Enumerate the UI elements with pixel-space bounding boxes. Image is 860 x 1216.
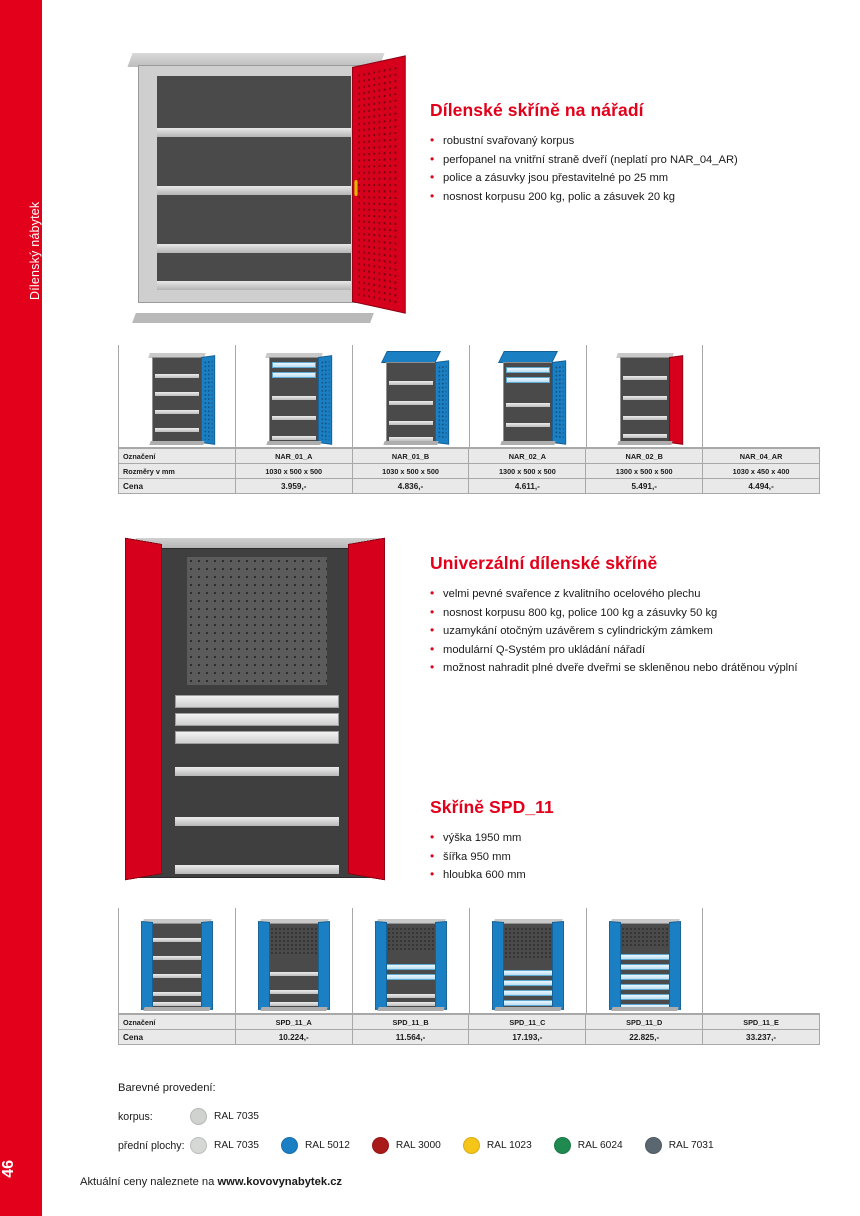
thumb-drawer (500, 1000, 556, 1006)
table-row (119, 464, 820, 479)
table-row (119, 479, 820, 494)
cabinet-shelf (157, 244, 351, 253)
cabinet-door (352, 55, 406, 313)
page-number: 46 (0, 1160, 17, 1178)
thumb-body (386, 362, 436, 443)
thumb-drawer (500, 970, 556, 976)
list-item: • perfopanel na vnitřní straně dveří (neplatí pro NAR_04_AR) (430, 151, 830, 170)
color-swatch-icon (463, 1137, 480, 1154)
cabinet-shelf (175, 865, 339, 874)
thumb-base (494, 1007, 561, 1011)
swatch-label: RAL 1023 (486, 1140, 532, 1151)
cell-dims: 1030 x 500 x 500 (352, 464, 469, 479)
cabinet-thumb-illustration (263, 353, 325, 445)
thumb-door-right (318, 921, 330, 1010)
thumb-shelf (272, 436, 316, 440)
color-swatch-icon (645, 1137, 662, 1154)
section-title: Dílenské skříně na nářadí (430, 100, 644, 120)
thumb-drawer (617, 984, 673, 990)
spec-table-nar (118, 448, 820, 494)
color-options-heading: Barevné provedení: (118, 1082, 216, 1094)
thumb-shelf (155, 392, 199, 396)
thumb-shelf (623, 396, 667, 400)
row-label: Cena (119, 479, 236, 494)
color-swatch-icon (281, 1137, 298, 1154)
cell-price: 4.611,- (469, 479, 586, 494)
variant-thumbnail (235, 908, 352, 1013)
swatch-item[interactable] (190, 1108, 259, 1125)
color-swatch-icon (190, 1108, 207, 1125)
thumb-drawer (617, 964, 673, 970)
thumb-body (263, 923, 325, 1009)
cabinet-illustration (128, 53, 386, 323)
swatch-item[interactable] (281, 1137, 350, 1154)
left-category-bar (0, 0, 42, 1216)
cabinet-shelf (157, 186, 351, 195)
cell-price: 4.836,- (352, 479, 469, 494)
perforated-panel (187, 557, 327, 685)
thumb-door-right (552, 921, 564, 1010)
thumb-shelf (155, 428, 199, 432)
swatch-item[interactable] (463, 1137, 532, 1154)
table-row (119, 1015, 820, 1030)
perforated-panel (266, 927, 322, 956)
cabinet-base (132, 313, 374, 323)
thumb-body (614, 923, 676, 1009)
thumb-door (669, 355, 683, 445)
color-row-korpus (118, 1108, 818, 1125)
thumb-body (152, 357, 202, 443)
thumb-drawer (500, 990, 556, 996)
variant-strip-spd (118, 908, 820, 1045)
color-options (118, 1082, 818, 1166)
swatch-label: RAL 3000 (395, 1140, 441, 1151)
thumb-door-left (609, 921, 621, 1010)
cabinet-shelf (157, 281, 351, 290)
cabinet-thumb-illustration (374, 919, 448, 1011)
thumb-shelf (272, 396, 316, 400)
swatch-label: RAL 7035 (214, 1111, 259, 1122)
thumb-door-left (258, 921, 270, 1010)
category-label: Dílenský nábytek (28, 201, 42, 300)
thumb-drawer (617, 974, 673, 980)
thumb-shelf (383, 994, 439, 998)
cabinet-drawer (175, 713, 339, 726)
thumb-door (435, 360, 449, 445)
thumb-shelf (623, 376, 667, 380)
variant-strip-nar (118, 345, 820, 494)
thumb-drawer (617, 954, 673, 960)
thumb-shelf (623, 416, 667, 420)
variant-thumbnail (586, 908, 703, 1013)
thumb-shelf (506, 403, 550, 407)
thumb-shelf (149, 938, 205, 942)
thumb-door-right (435, 921, 447, 1010)
cell-dims: 1300 x 500 x 500 (586, 464, 703, 479)
color-swatch-icon (190, 1137, 207, 1154)
door-handle (354, 180, 357, 196)
thumb-shelf (149, 974, 205, 978)
perforated-panel (438, 365, 447, 441)
variant-thumbnail (235, 345, 352, 447)
variant-thumbnail (469, 345, 586, 447)
thumb-body (503, 362, 553, 443)
thumb-door (318, 355, 332, 445)
list-item: • hloubka 600 mm (430, 866, 830, 885)
table-row (119, 1030, 820, 1045)
thumb-drawer (506, 367, 550, 373)
thumb-base (611, 1007, 678, 1011)
list-item: • výška 1950 mm (430, 829, 830, 848)
thumb-door (552, 360, 566, 445)
cell-price: 17.193,- (469, 1030, 586, 1045)
list-item: • nosnost korpusu 200 kg, polic a zásuvek 20 kg (430, 188, 830, 207)
list-item: • robustní svařovaný korpus (430, 132, 830, 151)
cabinet-drawer (175, 731, 339, 744)
perforated-panel (383, 927, 439, 952)
swatch-group (190, 1137, 736, 1154)
cabinet-interior (157, 76, 351, 290)
list-item: • šířka 950 mm (430, 848, 830, 867)
cabinet-shelf (175, 817, 339, 826)
cabinet-thumb-illustration (257, 919, 331, 1011)
thumb-shelf (155, 410, 199, 414)
perforated-panel (555, 365, 564, 441)
perforated-panel (204, 360, 213, 441)
thumb-door-left (492, 921, 504, 1010)
cabinet-body (134, 548, 370, 878)
thumb-body (497, 923, 559, 1009)
thumb-shelf (272, 416, 316, 420)
cell-code: SPD_11_E (703, 1015, 820, 1030)
variant-thumbnail (118, 345, 235, 447)
thumb-base (500, 441, 555, 445)
perforated-panel (357, 64, 400, 305)
cell-code: SPD_11_C (469, 1015, 586, 1030)
cabinet-thumb-illustration (146, 353, 208, 445)
cell-code: NAR_02_B (586, 449, 703, 464)
cabinet-thumb-illustration (380, 353, 442, 445)
list-item: • nosnost korpusu 800 kg, police 100 kg a zásuvky 50 kg (430, 604, 830, 623)
variant-thumbnail (469, 908, 586, 1013)
cabinet-thumb-illustration (608, 919, 682, 1011)
product-photo-tool-cabinet (110, 45, 400, 330)
thumb-shelf (266, 1002, 322, 1006)
swatch-item[interactable] (190, 1137, 259, 1154)
cell-price: 22.825,- (586, 1030, 703, 1045)
cabinet-shelf (175, 767, 339, 776)
thumb-base (143, 1007, 210, 1011)
color-row-label: korpus: (118, 1110, 153, 1123)
product-photo-universal-cabinet (110, 530, 400, 890)
footer-note (80, 1176, 342, 1188)
swatch-item[interactable] (645, 1137, 714, 1154)
perforated-panel (321, 360, 330, 441)
cabinet-thumb-illustration (497, 353, 559, 445)
thumb-body (380, 923, 442, 1009)
row-label: Rozměry v mm (119, 464, 236, 479)
cell-code: NAR_01_A (235, 449, 352, 464)
cell-price: 3.959,- (235, 479, 352, 494)
list-item: • možnost nahradit plné dveře dveřmi se skleněnou nebo drátěnou výplní (430, 659, 830, 678)
swatch-label: RAL 7031 (668, 1140, 714, 1151)
perforated-panel (500, 927, 556, 960)
thumb-drawer (506, 377, 550, 383)
cell-price: 11.564,- (352, 1030, 469, 1045)
feature-list (430, 132, 830, 206)
thumb-shelf (266, 972, 322, 976)
section-title: Skříně SPD_11 (430, 797, 554, 817)
cell-dims: 1030 x 500 x 500 (235, 464, 352, 479)
thumb-shelf (155, 374, 199, 378)
section-spd11 (430, 797, 830, 885)
thumb-drawer (272, 372, 316, 378)
swatch-item[interactable] (372, 1137, 441, 1154)
cell-code: NAR_01_B (352, 449, 469, 464)
cabinet-shelf (157, 128, 351, 137)
thumb-shelf (389, 421, 433, 425)
cell-code: NAR_02_A (469, 449, 586, 464)
spec-table-spd (118, 1014, 820, 1045)
swatch-label: RAL 5012 (304, 1140, 350, 1151)
thumb-base (383, 441, 438, 445)
thumb-door-left (375, 921, 387, 1010)
thumb-door-right (669, 921, 681, 1010)
row-label: Cena (119, 1030, 236, 1045)
thumb-body (620, 357, 670, 443)
cabinet-door-right (348, 538, 385, 881)
feature-list (430, 829, 830, 885)
cell-price: 5.491,- (586, 479, 703, 494)
cell-price: 4.494,- (703, 479, 820, 494)
variant-thumbnail (352, 345, 469, 447)
cell-price: 10.224,- (235, 1030, 352, 1045)
variant-thumbnail (118, 908, 235, 1013)
thumb-shelf (389, 381, 433, 385)
swatch-label: RAL 6024 (577, 1140, 623, 1151)
cabinet-drawer (175, 695, 339, 708)
cabinet-door-left (125, 538, 162, 881)
color-row-label: přední plochy: (118, 1139, 185, 1152)
thumb-base (617, 441, 672, 445)
list-item: • modulární Q-Systém pro ukládání nářadí (430, 641, 830, 660)
section-title: Univerzální dílenské skříně (430, 553, 658, 573)
thumb-base (260, 1007, 327, 1011)
footer-link[interactable]: www.kovovynabytek.cz (217, 1176, 343, 1188)
variant-thumbnails (118, 908, 820, 1014)
row-label: Označení (119, 449, 236, 464)
thumb-door (201, 355, 215, 445)
perforated-panel (617, 927, 673, 946)
thumb-shelf (149, 1002, 205, 1006)
table-row (119, 449, 820, 464)
thumb-drawer (272, 362, 316, 368)
thumb-drawer (383, 964, 439, 970)
thumb-door-right (201, 921, 213, 1010)
thumb-base (377, 1007, 444, 1011)
thumb-door-left (141, 921, 153, 1010)
cell-code: SPD_11_D (586, 1015, 703, 1030)
color-swatch-icon (372, 1137, 389, 1154)
swatch-label: RAL 7035 (214, 1140, 259, 1151)
variant-thumbnail (352, 908, 469, 1013)
thumb-body (146, 923, 208, 1009)
variant-thumbnail (586, 345, 703, 447)
cell-code: SPD_11_A (235, 1015, 352, 1030)
cabinet-thumb-illustration (491, 919, 565, 1011)
feature-list (430, 585, 830, 678)
list-item: • police a zásuvky jsou přestavitelné po 25 mm (430, 169, 830, 188)
cabinet-illustration (120, 538, 390, 888)
cabinet-thumb-illustration (614, 353, 676, 445)
thumb-body (269, 357, 319, 443)
cabinet-thumb-illustration (140, 919, 214, 1011)
thumb-drawer (500, 980, 556, 986)
cell-code: NAR_04_AR (703, 449, 820, 464)
cabinet-body (138, 65, 368, 303)
thumb-shelf (389, 401, 433, 405)
thumb-shelf (266, 990, 322, 994)
list-item: • velmi pevné svařence z kvalitního ocelového plechu (430, 585, 830, 604)
list-item: • uzamykání otočným uzávěrem s cylindrickým zámkem (430, 622, 830, 641)
color-swatch-icon (554, 1137, 571, 1154)
variant-thumbnails (118, 345, 820, 448)
swatch-item[interactable] (554, 1137, 623, 1154)
thumb-shelf (506, 423, 550, 427)
color-row-front (118, 1137, 818, 1154)
thumb-shelf (149, 956, 205, 960)
swatch-group (190, 1108, 281, 1125)
thumb-shelf (383, 1002, 439, 1006)
footer-text: Aktuální ceny naleznete na (80, 1176, 218, 1188)
section-tool-cabinets (430, 100, 830, 206)
cell-price: 33.237,- (703, 1030, 820, 1045)
thumb-shelf (149, 992, 205, 996)
thumb-drawer (383, 974, 439, 980)
thumb-base (149, 441, 204, 445)
thumb-base (266, 441, 321, 445)
cell-dims: 1300 x 500 x 500 (469, 464, 586, 479)
thumb-shelf (623, 434, 667, 438)
cell-code: SPD_11_B (352, 1015, 469, 1030)
thumb-drawer (617, 994, 673, 1000)
section-universal-cabinets (430, 553, 830, 678)
row-label: Označení (119, 1015, 236, 1030)
cell-dims: 1030 x 450 x 400 (703, 464, 820, 479)
